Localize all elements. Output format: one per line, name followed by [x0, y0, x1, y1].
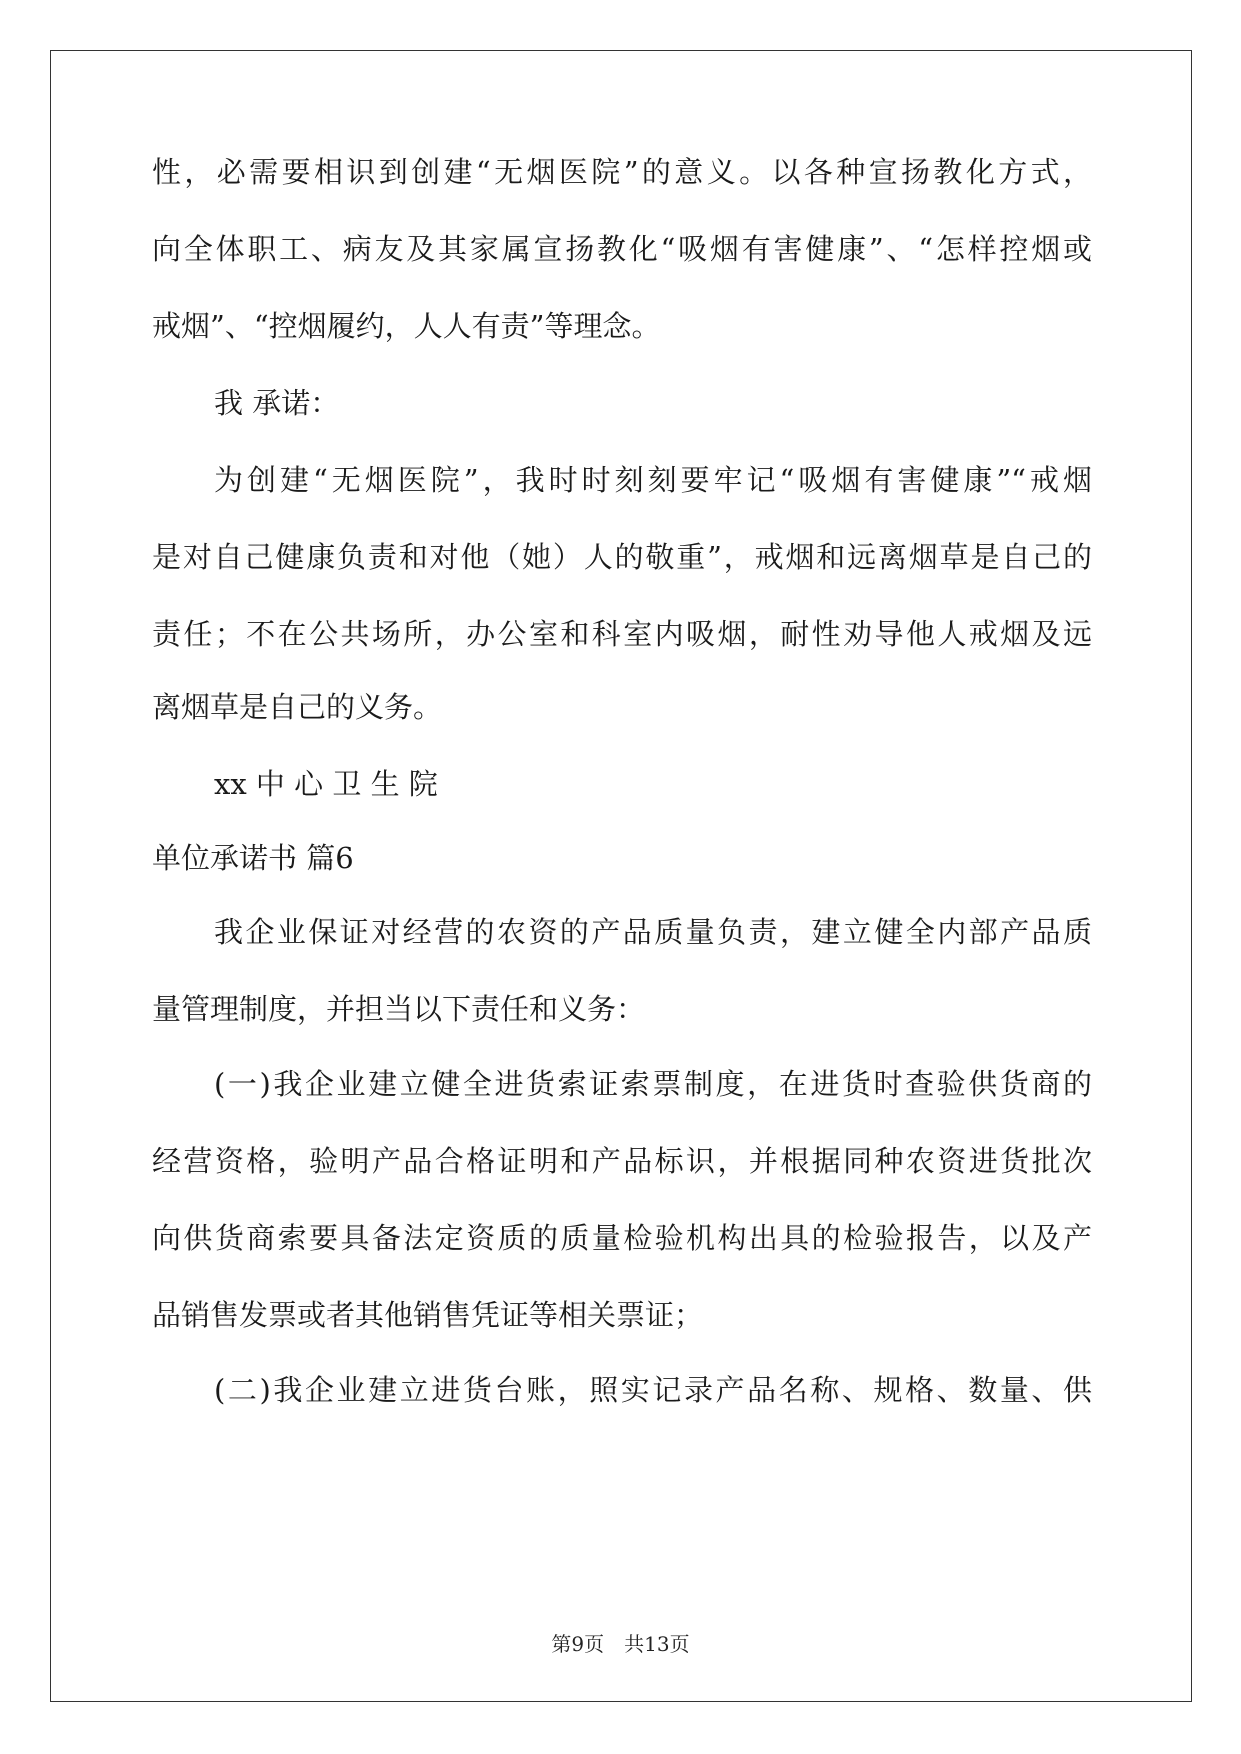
body-line: 为创建“无烟医院”，我时时刻刻要牢记“吸烟有害健康”“戒烟	[214, 463, 1092, 497]
body-line: 向全体职工、病友及其家属宣扬教化“吸烟有害健康”、“怎样控烟或	[152, 232, 1092, 266]
body-line: 戒烟”、“控烟履约，人人有责”等理念。	[152, 309, 661, 343]
body-line: 量管理制度，并担当以下责任和义务：	[152, 992, 646, 1026]
page-number-footer: 第9页 共13页	[551, 1632, 690, 1656]
body-line: 离烟草是自己的义务。	[152, 690, 443, 724]
body-line: 向供货商索要具备法定资质的质量检验机构出具的检验报告，以及产	[152, 1221, 1092, 1255]
body-line: (一)我企业建立健全进货索证索票制度，在进货时查验供货商的	[214, 1067, 1092, 1101]
body-line: 我企业保证对经营的农资的产品质量负责，建立健全内部产品质	[214, 915, 1092, 949]
section-heading: 单位承诺书 篇6	[152, 841, 354, 875]
body-line: 是对自己健康负责和对他（她）人的敬重”，戒烟和远离烟草是自己的	[152, 540, 1092, 574]
body-line: 经营资格，验明产品合格证明和产品标识，并根据同种农资进货批次	[152, 1144, 1092, 1178]
body-line: 责任；不在公共场所，办公室和科室内吸烟，耐性劝导他人戒烟及远	[152, 617, 1092, 651]
commitment-heading: 我 承诺：	[214, 386, 340, 420]
body-line: (二)我企业建立进货台账，照实记录产品名称、规格、数量、供	[214, 1373, 1092, 1407]
body-line: 性，必需要相识到创建“无烟医院”的意义。以各种宣扬教化方式，	[152, 155, 1092, 189]
signature-unit: xx 中 心 卫 生 院	[214, 767, 438, 801]
body-line: 品销售发票或者其他销售凭证等相关票证；	[152, 1298, 704, 1332]
